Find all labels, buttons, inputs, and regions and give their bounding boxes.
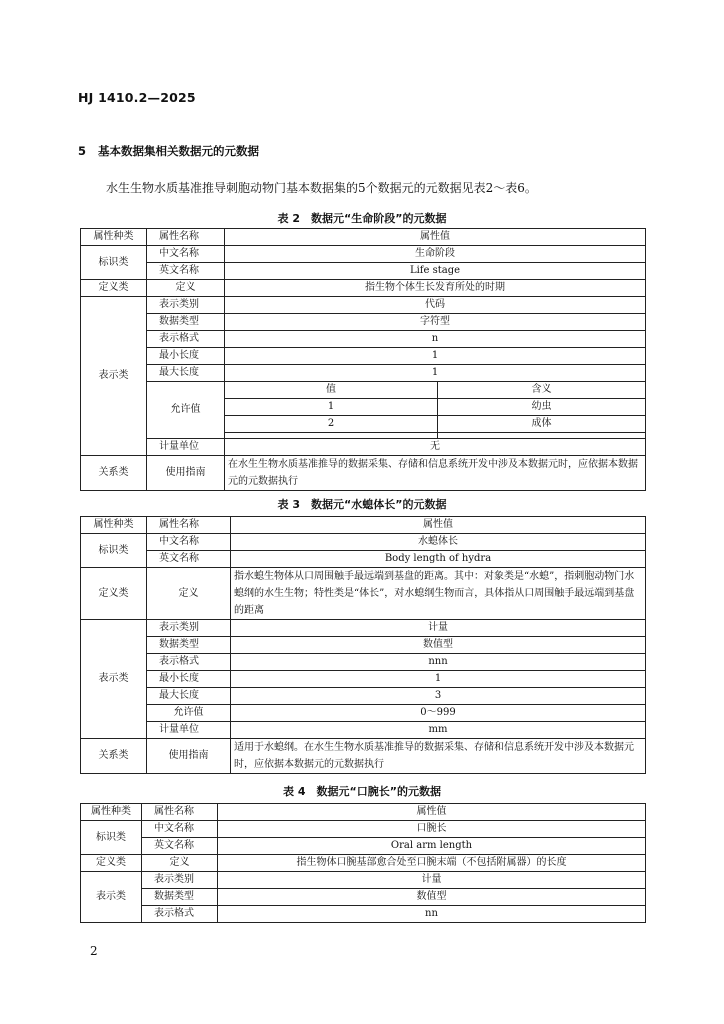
attr-name-cell: 使用指南 [147, 456, 225, 491]
attr-value-cell: mm [231, 722, 646, 739]
attr-value-cell: Life stage [225, 263, 646, 280]
allowed-header-value: 值 [225, 382, 438, 399]
table-row [81, 838, 646, 855]
attr-name-cell: 中文名称 [147, 246, 225, 263]
category-cell: 标识类 [81, 246, 147, 280]
allowed-value: 2 [225, 416, 438, 433]
allowed-header-meaning: 含义 [438, 382, 646, 399]
attr-name-cell: 数据类型 [147, 637, 231, 654]
header-name: 属性名称 [147, 229, 225, 246]
table-row [81, 297, 646, 314]
table-row [81, 280, 646, 297]
attr-name-cell: 最小长度 [147, 348, 225, 365]
attr-name-cell: 最大长度 [147, 688, 231, 705]
attr-name-cell: 表示类别 [147, 297, 225, 314]
category-cell: 表示类 [81, 620, 147, 739]
attr-name-cell: 表示格式 [142, 906, 218, 923]
attr-value-cell: nn [218, 906, 646, 923]
header-value: 属性值 [218, 804, 646, 821]
attr-value-cell: 指生物个体生长发育所处的时期 [225, 280, 646, 297]
table-row [81, 872, 646, 889]
attr-value-cell: 计量 [218, 872, 646, 889]
table4 [80, 803, 646, 923]
table-row [81, 365, 646, 382]
section-number: 5 [78, 144, 87, 158]
table-row [81, 620, 646, 637]
attr-value-cell: nnn [231, 654, 646, 671]
section-title: 基本数据集相关数据元的元数据 [98, 144, 260, 158]
attr-value-cell: Body length of hydra [231, 551, 646, 568]
header-value: 属性值 [231, 517, 646, 534]
table-row [81, 568, 646, 620]
attr-value-cell: 无 [225, 439, 646, 456]
table-row [81, 637, 646, 654]
attr-name-cell: 表示类别 [142, 872, 218, 889]
attr-name-cell: 中文名称 [142, 821, 218, 838]
table-row [81, 821, 646, 838]
category-cell: 定义类 [81, 568, 147, 620]
attr-name-cell: 表示类别 [147, 620, 231, 637]
page-number: 2 [90, 944, 98, 958]
table-row [81, 534, 646, 551]
attr-name-cell: 数据类型 [147, 314, 225, 331]
intro-paragraph: 水生生物水质基准推导刺胞动物门基本数据集的5个数据元的元数据见表2～表6。 [106, 181, 537, 195]
header-name: 属性名称 [147, 517, 231, 534]
category-cell: 定义类 [81, 280, 147, 297]
attr-name-cell: 表示格式 [147, 654, 231, 671]
attr-value-cell: 数值型 [218, 889, 646, 906]
table3 [80, 516, 646, 774]
attr-value-cell: 数值型 [231, 637, 646, 654]
category-cell: 定义类 [81, 855, 142, 872]
category-cell: 标识类 [81, 534, 147, 568]
header-category: 属性种类 [81, 517, 147, 534]
header-name: 属性名称 [142, 804, 218, 821]
table2 [80, 228, 646, 491]
attr-name-cell: 最小长度 [147, 671, 231, 688]
attr-name-cell: 中文名称 [147, 534, 231, 551]
allowed-meaning: 成体 [438, 416, 646, 433]
category-cell: 关系类 [81, 456, 147, 491]
attr-name-cell: 表示格式 [147, 331, 225, 348]
document-id: HJ 1410.2—2025 [78, 90, 196, 105]
category-cell: 表示类 [81, 297, 147, 456]
table-row [81, 688, 646, 705]
table-row [81, 906, 646, 923]
attr-name-cell: 允许值 [147, 705, 231, 722]
allowed-value: 1 [225, 399, 438, 416]
table-row [81, 229, 646, 246]
table-row [81, 348, 646, 365]
attr-name-cell: 计量单位 [147, 439, 225, 456]
attr-value-cell: n [225, 331, 646, 348]
attr-value-cell: Oral arm length [218, 838, 646, 855]
attr-value-cell: 水螅体长 [231, 534, 646, 551]
header-category: 属性种类 [81, 229, 147, 246]
section-heading [78, 143, 259, 159]
category-cell: 关系类 [81, 739, 147, 774]
attr-value-cell: 指生物体口腕基部愈合处至口腕末端（不包括附属器）的长度 [218, 855, 646, 872]
attr-name-cell: 计量单位 [147, 722, 231, 739]
header-category: 属性种类 [81, 804, 142, 821]
attr-value-cell: 字符型 [225, 314, 646, 331]
table-row [81, 263, 646, 280]
table-row [81, 705, 646, 722]
attr-value-cell: 在水生生物水质基准推导的数据采集、存储和信息系统开发中涉及本数据元时，应依据本数据元的元数据执行 [225, 456, 646, 491]
table-row [81, 654, 646, 671]
category-cell: 标识类 [81, 821, 142, 855]
attr-name-cell: 允许值 [147, 382, 225, 439]
header-value: 属性值 [225, 229, 646, 246]
attr-value-cell: 1 [225, 365, 646, 382]
attr-value-cell: 1 [225, 348, 646, 365]
attr-name-cell: 英文名称 [147, 263, 225, 280]
attr-name-cell: 定义 [147, 280, 225, 297]
table-row [81, 889, 646, 906]
table-row [81, 439, 646, 456]
table-row [81, 246, 646, 263]
table4-caption: 表 4 数据元“口腕长”的元数据 [283, 785, 441, 798]
table-row [81, 382, 646, 399]
attr-name-cell: 定义 [142, 855, 218, 872]
attr-value-cell: 口腕长 [218, 821, 646, 838]
attr-value-cell: 生命阶段 [225, 246, 646, 263]
table-row [81, 551, 646, 568]
table-row [81, 739, 646, 774]
attr-name-cell: 英文名称 [147, 551, 231, 568]
table-row [81, 456, 646, 491]
attr-value-cell: 适用于水螅纲。在水生生物水质基准推导的数据采集、存储和信息系统开发中涉及本数据元时，应依据本数据元的元数据执行 [231, 739, 646, 774]
table-row [81, 314, 646, 331]
table-row [81, 331, 646, 348]
table2-caption: 表 2 数据元“生命阶段”的元数据 [277, 212, 447, 225]
table-row [81, 517, 646, 534]
category-cell: 表示类 [81, 872, 142, 923]
attr-name-cell: 数据类型 [142, 889, 218, 906]
attr-name-cell: 定义 [147, 568, 231, 620]
allowed-meaning: 幼虫 [438, 399, 646, 416]
table3-caption: 表 3 数据元“水螅体长”的元数据 [277, 498, 447, 511]
table-row [81, 722, 646, 739]
attr-name-cell: 使用指南 [147, 739, 231, 774]
attr-value-cell: 计量 [231, 620, 646, 637]
attr-value-cell: 0～999 [231, 705, 646, 722]
attr-value-cell: 3 [231, 688, 646, 705]
attr-value-cell: 指水螅生物体从口周围触手最远端到基盘的距离。其中：对象类是“水螅”，指刺胞动物门水螅纲的水生生物；特性类是“体长”，对水螅纲生物而言，具体指从口周围触手最远端到基盘的距离 [231, 568, 646, 620]
attr-value-cell: 1 [231, 671, 646, 688]
attr-value-cell: 代码 [225, 297, 646, 314]
attr-name-cell: 最大长度 [147, 365, 225, 382]
table-row [81, 855, 646, 872]
table-row [81, 804, 646, 821]
attr-name-cell: 英文名称 [142, 838, 218, 855]
table-row [81, 671, 646, 688]
